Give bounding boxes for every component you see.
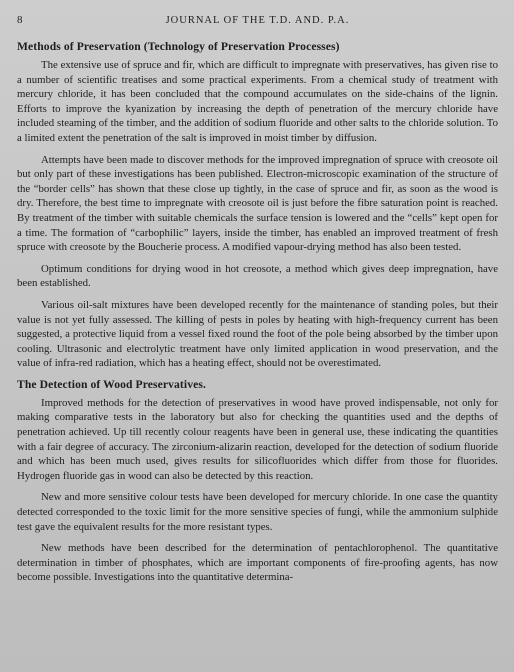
section-heading: The Detection of Wood Preservatives. bbox=[17, 377, 206, 391]
paragraph: New and more sensitive colour tests have been developed for mercury chloride. In one case the quantity detected corresponded to the toxic limit for the more sensitive species of fungi, while the ammonium sulphide test gave the equivalent results for the more resistant types. bbox=[17, 491, 498, 533]
paragraph: Improved methods for the detection of preservatives in wood have proved indispensable, not only for making comparative tests in the laboratory but also for checking the quantities used and the depths of penetration achieved. Up till recently colour reagents have been in general use, these indicating the quantities with a fair degree of accuracy. The zirconium-alizarin reaction, developed for the detection of sodium fluoride and which has been much used, gives results for silicofluorides which differ from those for fluorides. Hydrogen fluoride gas in wood can also be detected by this reaction. bbox=[17, 396, 498, 482]
paragraph: Optimum conditions for drying wood in hot creosote, a method which gives deep impregnation, have been established. bbox=[17, 262, 498, 290]
paragraph: The extensive use of spruce and fir, which are difficult to impregnate with preservatives, has given rise to a number of scientific treatises and some practical experiments. From a chemical study of treatment with mercury chloride, it has been concluded that the compound accumulates on the side-chains of the lignin. Efforts to improve the kyanization by increasing the depth of penetration of the mercury chloride have included steaming of the timber, and the addition of sodium fluoride and other salts to the chloride solution. To a limited extent the penetration of the salt is improved in moist timber by diffusion. bbox=[17, 59, 498, 144]
page-number: 8 bbox=[17, 14, 24, 26]
journal-title: JOURNAL OF THE T.D. AND. P.A. bbox=[165, 15, 350, 26]
paragraph: New methods have been described for the determination of pentachlorophenol. The quantitative determination in timber of phosphates, which are important components of fire-proofing agents, has now become possible. Investigations into the quantitative determina- bbox=[17, 542, 498, 584]
section-methods-of-preservation bbox=[17, 40, 498, 371]
running-head bbox=[17, 14, 498, 36]
paragraph: Attempts have been made to discover methods for the improved impregnation of spruce with creosote oil but only part of these investigations has been published. Electron-microscopic examination of the structure of the “border cells” has shown that these close up tightly, in the case of spruce and fir, as soon as the wood is dry. Therefore, the best time to impregnate with creosote oil is just before the fibre saturation point is reached. By treatment of the timber with suitable chemicals the surface tension is lowered and the “cells” kept open for a time. The formation of “carbophilic” layers, inside the timber, has enabled an improved treatment of fresh spruce with creosote by the Boucherie process. A modified vapour-drying method has also been tested. bbox=[17, 153, 498, 254]
section-heading: Methods of Preservation (Technology of Preservation Processes) bbox=[17, 40, 340, 53]
paragraph: Various oil-salt mixtures have been developed recently for the maintenance of standing poles, but their value is not yet fully assessed. The killing of pests in poles by heating with high-frequency current has been suggested, a protective liquid from a vessel fixed round the foot of the pole being absorbed by the timber upon cooling. Ultrasonic and electrolytic treatment have only limited application in wood preservation, and the value of infra-red radiation, which has a heating effect, should not be overestimated. bbox=[17, 298, 498, 370]
section-detection-of-wood-preservatives bbox=[17, 378, 498, 585]
